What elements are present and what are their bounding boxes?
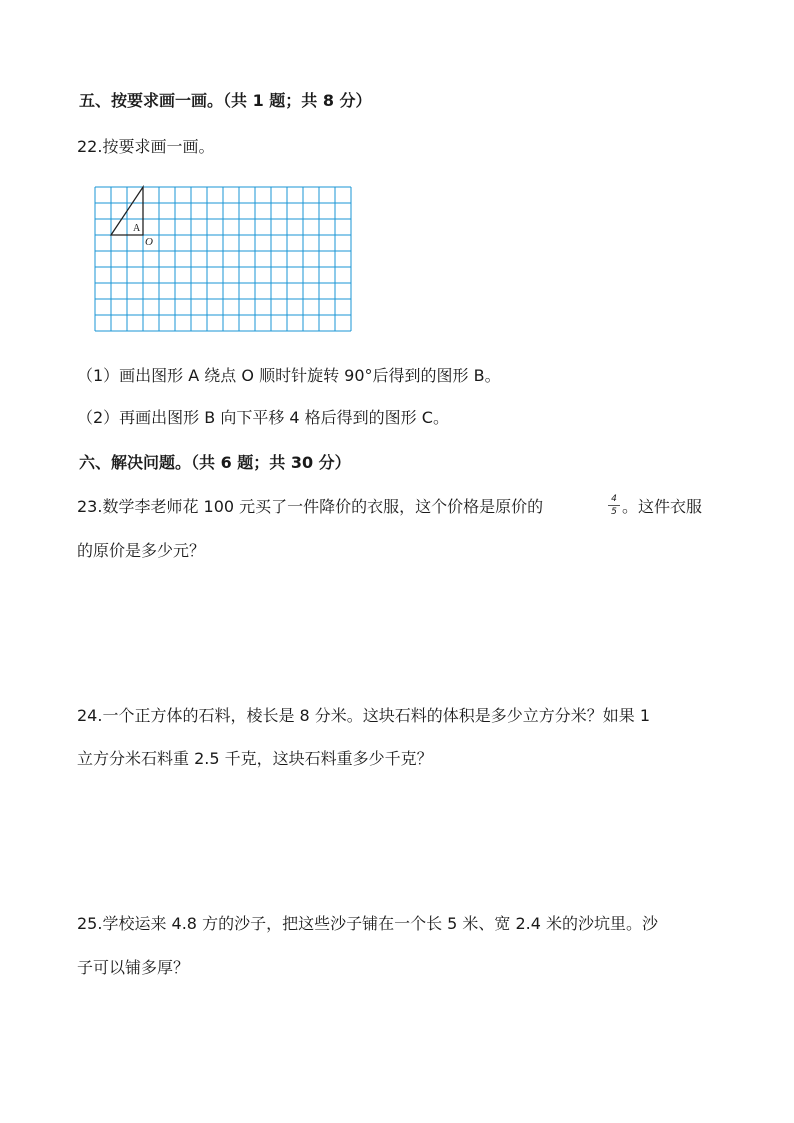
question-24-line-1: 24.一个正方体的石料，棱长是 8 分米。这块石料的体积是多少立方分米？如果 1 [77,706,651,725]
label-a: A [133,223,141,234]
question-24-line-2: 立方分米石料重 2.5 千克，这块石料重多少千克？ [77,749,433,768]
question-22-part-1: （1）画出图形 A 绕点 O 顺时针旋转 90°后得到的图形 B。 [77,366,501,385]
grid-lines [95,187,351,331]
question-25-line-2: 子可以铺多厚？ [77,958,190,977]
label-o: O [145,236,153,248]
section-5-heading: 五、按要求画一画。（共 1 题；共 8 分） [79,91,372,110]
question-22-title: 22.按要求画一画。 [77,137,215,156]
question-23-line-1 [77,497,543,517]
question-22-part-2: （2）再画出图形 B 向下平移 4 格后得到的图形 C。 [77,408,449,427]
question-23-line-2: 的原价是多少元？ [77,541,206,560]
section-6-heading: 六、解决问题。（共 6 题；共 30 分） [79,453,351,472]
grid-svg [92,183,362,338]
fraction-numerator: 4 [608,494,620,506]
fraction-four-fifths [608,494,620,517]
question-23-text-after: 。这件衣服 [622,497,703,516]
grid-figure [92,183,362,342]
question-25-line-1: 25.学校运来 4.8 方的沙子，把这些沙子铺在一个长 5 米、宽 2.4 米的沙坑里。沙 [77,914,659,933]
question-23-text-before: 23.数学李老师花 100 元买了一件降价的衣服，这个价格是原价的 [77,497,544,516]
fraction-denominator: 5 [611,507,617,517]
